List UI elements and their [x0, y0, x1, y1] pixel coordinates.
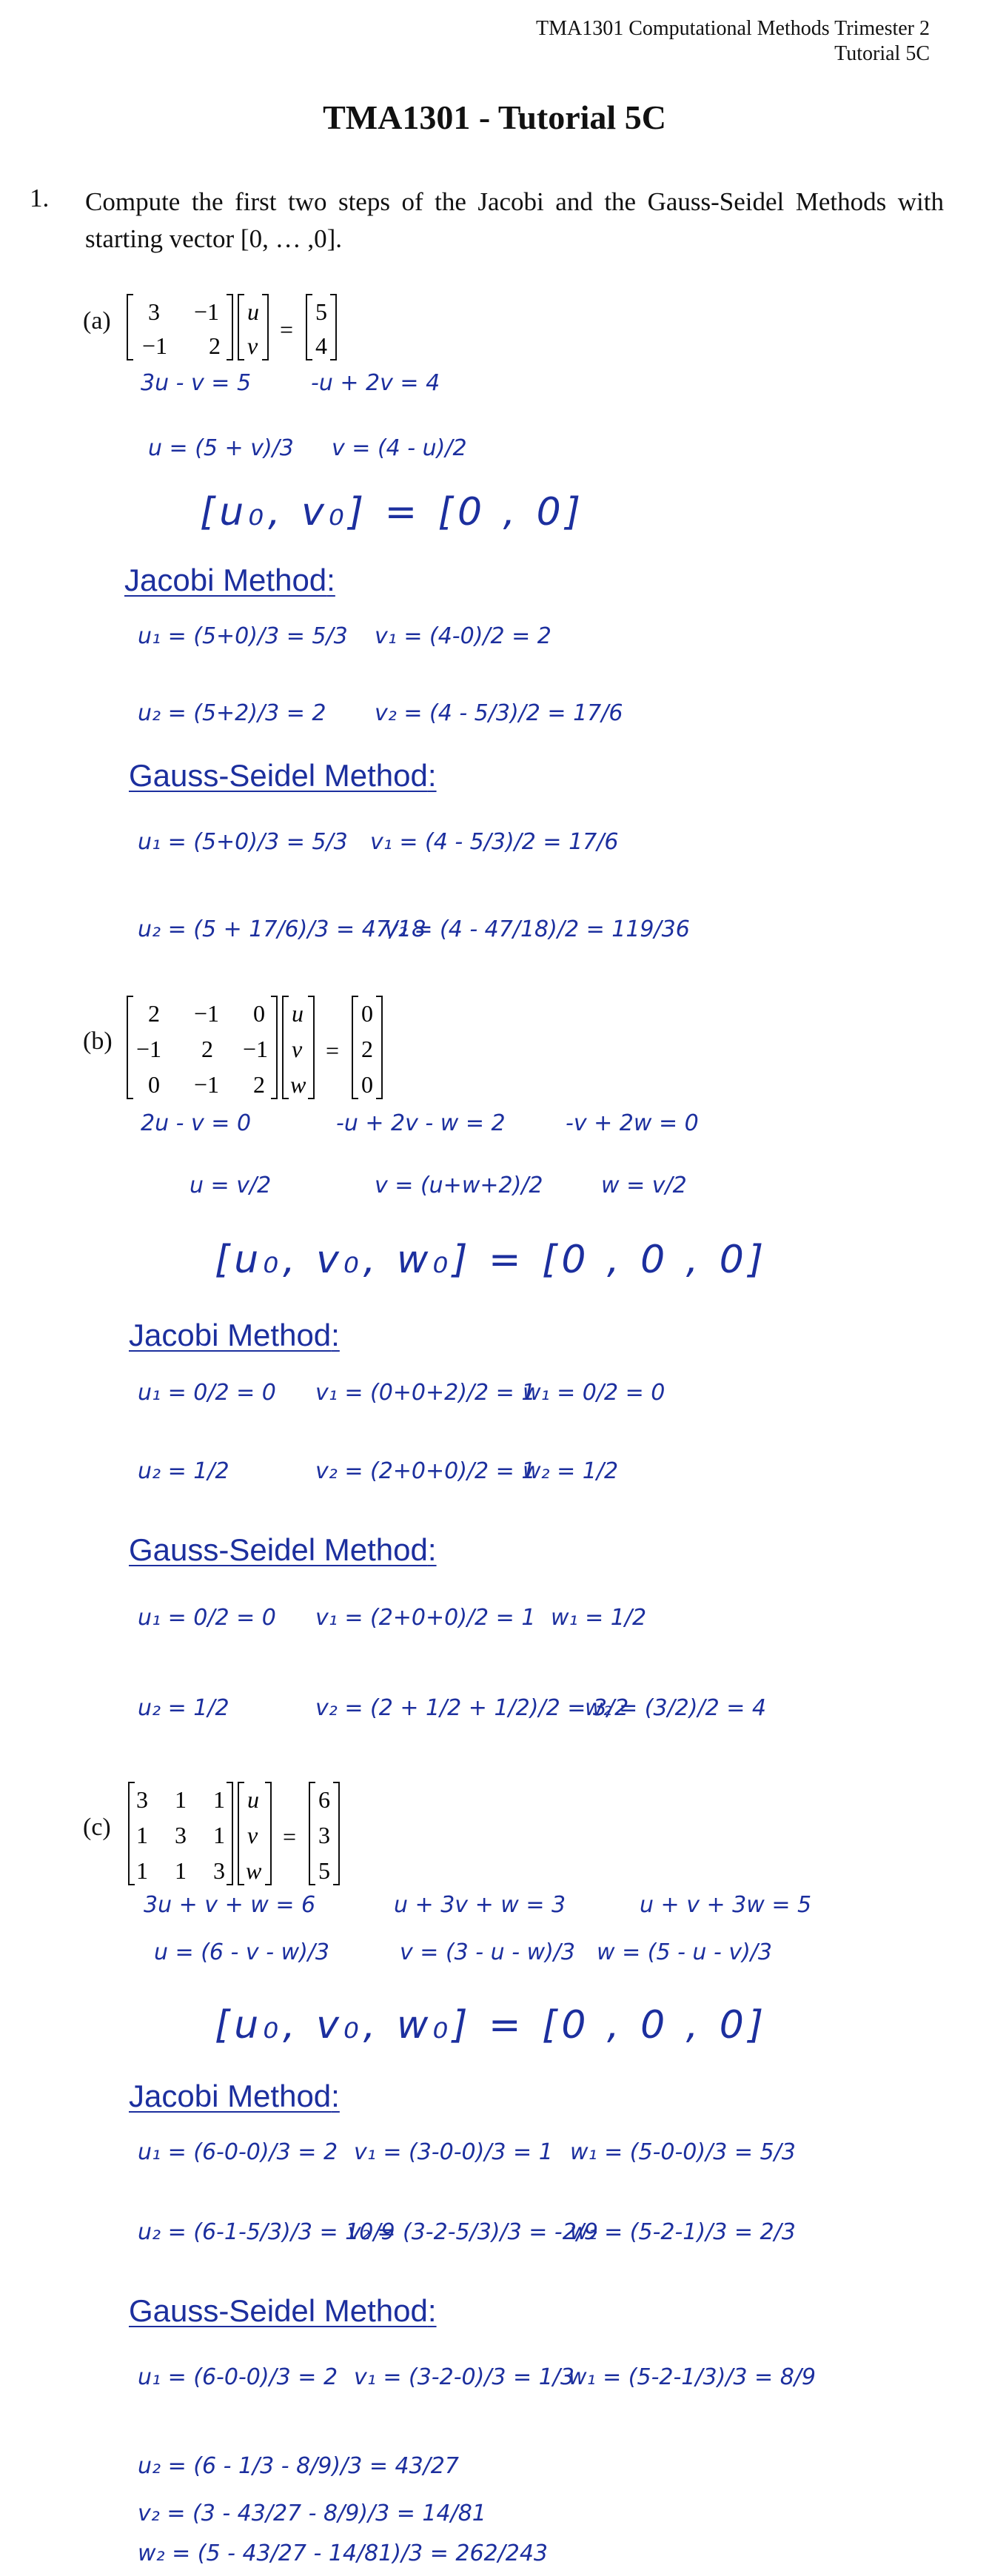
part-c-rearranged-w: w = (5 - u - v)/3 — [597, 1939, 772, 1965]
matrix-cell: 3 — [148, 298, 160, 325]
unknown: v — [247, 332, 258, 359]
svg-text:1: 1 — [136, 1822, 148, 1848]
part-c-jacobi-v1: v₁ = (3-0-0)/3 = 1 — [354, 2139, 553, 2165]
svg-text:2: 2 — [361, 1036, 373, 1062]
page-title: TMA1301 - Tutorial 5C — [323, 98, 666, 136]
part-c-equation-3: u + v + 3w = 5 — [640, 1892, 812, 1918]
svg-text:0: 0 — [253, 1000, 265, 1027]
svg-text:1: 1 — [213, 1822, 225, 1848]
part-a-jacobi-u1: u₁ = (5+0)/3 = 5/3 — [138, 623, 348, 649]
part-b-label: (b) — [83, 1027, 113, 1055]
svg-text:3: 3 — [136, 1786, 148, 1813]
part-c-label: (c) — [83, 1814, 111, 1841]
svg-text:−1: −1 — [243, 1036, 269, 1062]
part-b-rearranged-v: v = (u+w+2)/2 — [375, 1173, 543, 1198]
svg-text:w: w — [246, 1857, 262, 1884]
part-b-rearranged-w: w = v/2 — [601, 1173, 687, 1198]
part-b-gs-u1: u₁ = 0/2 = 0 — [138, 1605, 276, 1631]
part-c-jacobi-u2: u₂ = (6-1-5/3)/3 = 10/9 — [138, 2219, 395, 2245]
part-c-jacobi-w1: w₁ = (5-0-0)/3 = 5/3 — [570, 2139, 796, 2165]
svg-text:−1: −1 — [136, 1036, 162, 1062]
header-course: TMA1301 Computational Methods Trimester 2 — [536, 17, 930, 40]
svg-text:−1: −1 — [194, 1071, 220, 1098]
part-c-rearranged-v: v = (3 - u - w)/3 — [400, 1939, 575, 1965]
part-a-equation-1: 3u - v = 5 — [141, 370, 252, 396]
svg-text:2: 2 — [148, 1000, 160, 1027]
question-number: 1. — [30, 184, 50, 212]
part-b-gs-u2: u₂ = 1/2 — [138, 1695, 229, 1721]
part-a-gs-v1: v₁ = (4 - 5/3)/2 = 17/6 — [370, 829, 619, 855]
rhs: 5 — [315, 298, 327, 325]
svg-text:u: u — [247, 1786, 259, 1813]
svg-text:5: 5 — [318, 1857, 330, 1884]
part-b-rearranged-u: u = v/2 — [190, 1173, 272, 1198]
part-b-equation-2: -u + 2v - w = 2 — [336, 1110, 506, 1136]
part-c-gs-heading: Gauss-Seidel Method: — [129, 2293, 437, 2328]
svg-text:1: 1 — [213, 1786, 225, 1813]
svg-text:u: u — [292, 1000, 304, 1027]
part-b-jacobi-u2: u₂ = 1/2 — [138, 1458, 229, 1484]
part-a-matrix-equation — [126, 290, 392, 364]
svg-text:1: 1 — [136, 1857, 148, 1884]
part-b-jacobi-v1: v₁ = (0+0+2)/2 = 1 — [315, 1380, 536, 1406]
part-a-jacobi-u2: u₂ = (5+2)/3 = 2 — [138, 700, 326, 726]
part-a-equation-2: -u + 2v = 4 — [311, 370, 440, 396]
svg-text:−1: −1 — [194, 1000, 220, 1027]
part-a-rearranged-v: v = (4 - u)/2 — [332, 435, 467, 461]
svg-text:=: = — [280, 316, 294, 343]
part-c-initial-vector: [u₀, v₀, w₀] = [0 , 0 , 0] — [215, 2003, 768, 2047]
matrix-cell: 2 — [209, 332, 221, 359]
svg-text:3: 3 — [213, 1857, 225, 1884]
svg-text:3: 3 — [175, 1822, 187, 1848]
part-a-rearranged-u: u = (5 + v)/3 — [148, 435, 294, 461]
svg-text:2: 2 — [201, 1036, 213, 1062]
part-a-initial-vector: [u₀, v₀] = [0 , 0] — [200, 490, 586, 534]
part-b-gs-v1: v₁ = (2+0+0)/2 = 1 — [315, 1605, 536, 1631]
part-c-jacobi-v2: v₂ = (3-2-5/3)/3 = -2/9 — [348, 2219, 599, 2245]
svg-text:3: 3 — [318, 1822, 330, 1848]
header-tutorial: Tutorial 5C — [834, 42, 930, 65]
document-header — [536, 16, 930, 67]
part-b-jacobi-u1: u₁ = 0/2 = 0 — [138, 1380, 276, 1406]
part-a-jacobi-v2: v₂ = (4 - 5/3)/2 = 17/6 — [375, 700, 623, 726]
part-b-equation-1: 2u - v = 0 — [141, 1110, 252, 1136]
part-a-jacobi-v1: v₁ = (4-0)/2 = 2 — [375, 623, 552, 649]
svg-text:=: = — [326, 1037, 340, 1064]
part-c-equation-2: u + 3v + w = 3 — [394, 1892, 566, 1918]
part-c-gs-v1: v₁ = (3-2-0)/3 = 1/3 — [354, 2364, 574, 2390]
rhs: 4 — [315, 332, 327, 359]
svg-text:=: = — [283, 1823, 297, 1850]
part-b-matrix-equation — [126, 992, 452, 1103]
part-c-gs-u1: u₁ = (6-0-0)/3 = 2 — [138, 2364, 338, 2390]
part-b-initial-vector: [u₀, v₀, w₀] = [0 , 0 , 0] — [215, 1238, 768, 1282]
svg-text:1: 1 — [175, 1786, 187, 1813]
part-a-gs-heading: Gauss-Seidel Method: — [129, 758, 437, 793]
part-b-gs-w1: w₁ = 1/2 — [551, 1605, 647, 1631]
part-c-equation-1: 3u + v + w = 6 — [144, 1892, 316, 1918]
part-c-gs-w2: w₂ = (5 - 43/27 - 14/81)/3 = 262/243 — [138, 2540, 549, 2566]
part-b-jacobi-w2: w₂ = 1/2 — [523, 1458, 619, 1484]
part-c-gs-v2: v₂ = (3 - 43/27 - 8/9)/3 = 14/81 — [138, 2500, 486, 2526]
svg-text:0: 0 — [361, 1000, 373, 1027]
svg-text:6: 6 — [318, 1786, 330, 1813]
part-b-equation-3: -v + 2w = 0 — [566, 1110, 699, 1136]
part-c-jacobi-u1: u₁ = (6-0-0)/3 = 2 — [138, 2139, 338, 2165]
matrix-cell: −1 — [142, 332, 168, 359]
part-a-gs-v2: v₂ = (4 - 47/18)/2 = 119/36 — [385, 916, 690, 942]
part-a-gs-u2: u₂ = (5 + 17/6)/3 = 47/18 — [138, 916, 426, 942]
part-c-gs-w1: w₁ = (5-2-1/3)/3 = 8/9 — [569, 2364, 816, 2390]
part-c-jacobi-heading: Jacobi Method: — [129, 2079, 340, 2113]
part-a-jacobi-heading: Jacobi Method: — [124, 563, 335, 597]
part-b-jacobi-v2: v₂ = (2+0+0)/2 = 1 — [315, 1458, 536, 1484]
part-c-matrix-equation — [127, 1778, 423, 1889]
part-b-gs-heading: Gauss-Seidel Method: — [129, 1532, 437, 1567]
part-c-jacobi-w2: w₂ = (5-2-1)/3 = 2/3 — [570, 2219, 796, 2245]
svg-text:0: 0 — [148, 1071, 160, 1098]
part-a-label: (a) — [83, 307, 111, 335]
part-b-jacobi-w1: w₁ = 0/2 = 0 — [523, 1380, 666, 1406]
matrix-cell: −1 — [194, 298, 220, 325]
part-c-rearranged-u: u = (6 - v - w)/3 — [154, 1939, 329, 1965]
svg-text:v: v — [292, 1036, 303, 1062]
svg-text:2: 2 — [253, 1071, 265, 1098]
part-b-gs-v2: v₂ = (2 + 1/2 + 1/2)/2 = 3/2 — [315, 1695, 629, 1721]
part-c-gs-u2: u₂ = (6 - 1/3 - 8/9)/3 = 43/27 — [138, 2453, 459, 2479]
part-b-gs-w2: w₂ = (3/2)/2 = 4 — [585, 1695, 766, 1721]
svg-text:w: w — [290, 1071, 306, 1098]
svg-text:v: v — [247, 1822, 258, 1848]
question-text: Compute the first two steps of the Jacobi and the Gauss-Seidel Methods with starting vector [0, … ,0]. — [85, 187, 944, 253]
svg-text:1: 1 — [175, 1857, 187, 1884]
part-a-gs-u1: u₁ = (5+0)/3 = 5/3 — [138, 829, 348, 855]
part-b-jacobi-heading: Jacobi Method: — [129, 1318, 340, 1352]
svg-text:0: 0 — [361, 1071, 373, 1098]
unknown: u — [247, 298, 259, 325]
